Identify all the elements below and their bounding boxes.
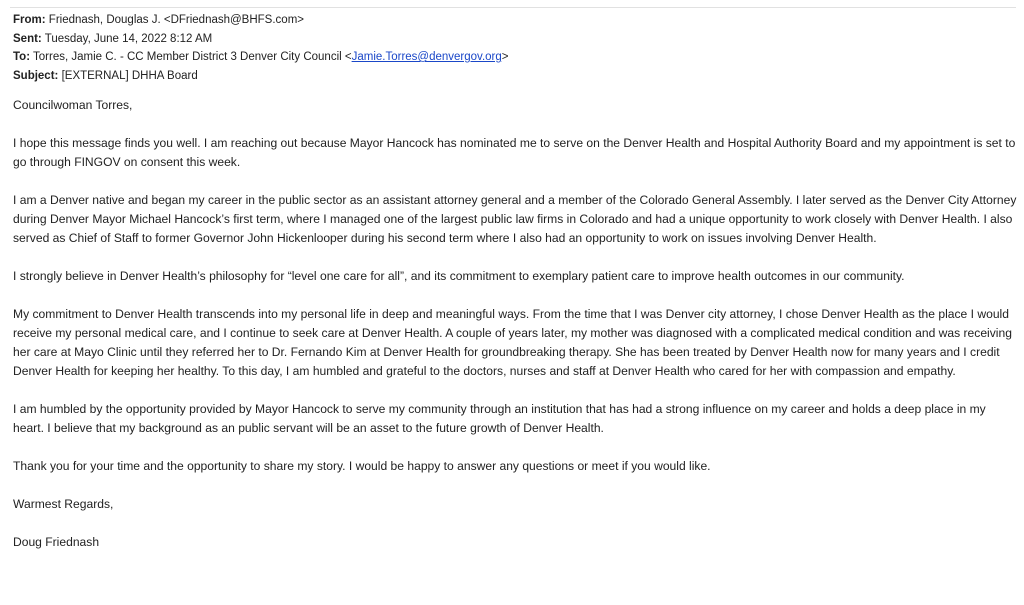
body-paragraph: My commitment to Denver Health transcends into my personal life in deep and meaningful ways. From the time that I was Denver city attorney, I chose Denver Health as the place I would receive my personal medical care, and I continue to seek care at Denver Health. A couple of years later, my mother was diagnosed with a complicated medical condition and was receiving her care at Mayo Clinic until they referred her to Dr. Fernando Kim at Denver Health for groundbreaking therapy. She has been treated by Denver Health now for many years and I credit Denver Health for keeping her healthy. To this day, I am humbled and grateful to the doctors, nurses and staff at Denver Health who cared for her with compassion and empathy. (13, 306, 1012, 379)
to-suffix: > (501, 51, 509, 63)
from-row (13, 11, 508, 30)
sent-row (13, 30, 508, 49)
email-header (13, 11, 508, 85)
signature: Doug Friednash (13, 534, 100, 549)
from-label: From: (13, 14, 46, 26)
email-body (13, 96, 1018, 552)
body-paragraph: Thank you for your time and the opportunity to share my story. I would be happy to answer any questions or meet if you would like. (13, 459, 711, 474)
body-paragraph: I am humbled by the opportunity provided by Mayor Hancock to serve my community through an institution that has had a strong influence on my career and holds a deep place in my heart. I believe that my background as an public servant will be an asset to the future growth of Denver Health. (13, 402, 986, 436)
subject-value: [EXTERNAL] DHHA Board (61, 69, 198, 82)
closing: Warmest Regards, (13, 497, 114, 511)
body-paragraph: I strongly believe in Denver Health’s philosophy for “level one care for all”, and its commitment to exemplary patient care to improve health outcomes in our community. (13, 269, 905, 283)
to-name: Torres, Jamie C. - CC Member District 3 Denver City Council < (33, 51, 352, 63)
sent-value: Tuesday, June 14, 2022 8:12 AM (44, 32, 213, 45)
to-row (13, 48, 508, 67)
from-value: Friednash, Douglas J. <DFriednash@BHFS.com> (48, 14, 304, 26)
to-label: To: (13, 51, 31, 63)
greeting: Councilwoman Torres, (13, 98, 133, 112)
subject-label: Subject: (13, 69, 59, 82)
sent-label: Sent: (13, 32, 42, 45)
body-paragraph: I am a Denver native and began my career in the public sector as an assistant attorney general and a member of the Colorado General Assembly. I later served as the Denver City Attorney during Denver Mayor Michael Hancock’s first term, where I managed one of the largest public law firms in Colorado and had a unique opportunity to work closely with Denver Health. I also served as Chief of Staff to former Governor John Hickenlooper during his second term where I also had an opportunity to work on issues involving Denver Health. (13, 192, 1017, 246)
body-paragraph: I hope this message finds you well. I am reaching out because Mayor Hancock has nominated me to serve on the Denver Health and Hospital Authority Board and my appointment is set to go through FINGOV on consent this week. (13, 135, 1016, 169)
subject-row (13, 67, 508, 86)
header-divider (10, 7, 1016, 8)
to-email-link[interactable]: Jamie.Torres@denvergov.org (351, 51, 502, 63)
